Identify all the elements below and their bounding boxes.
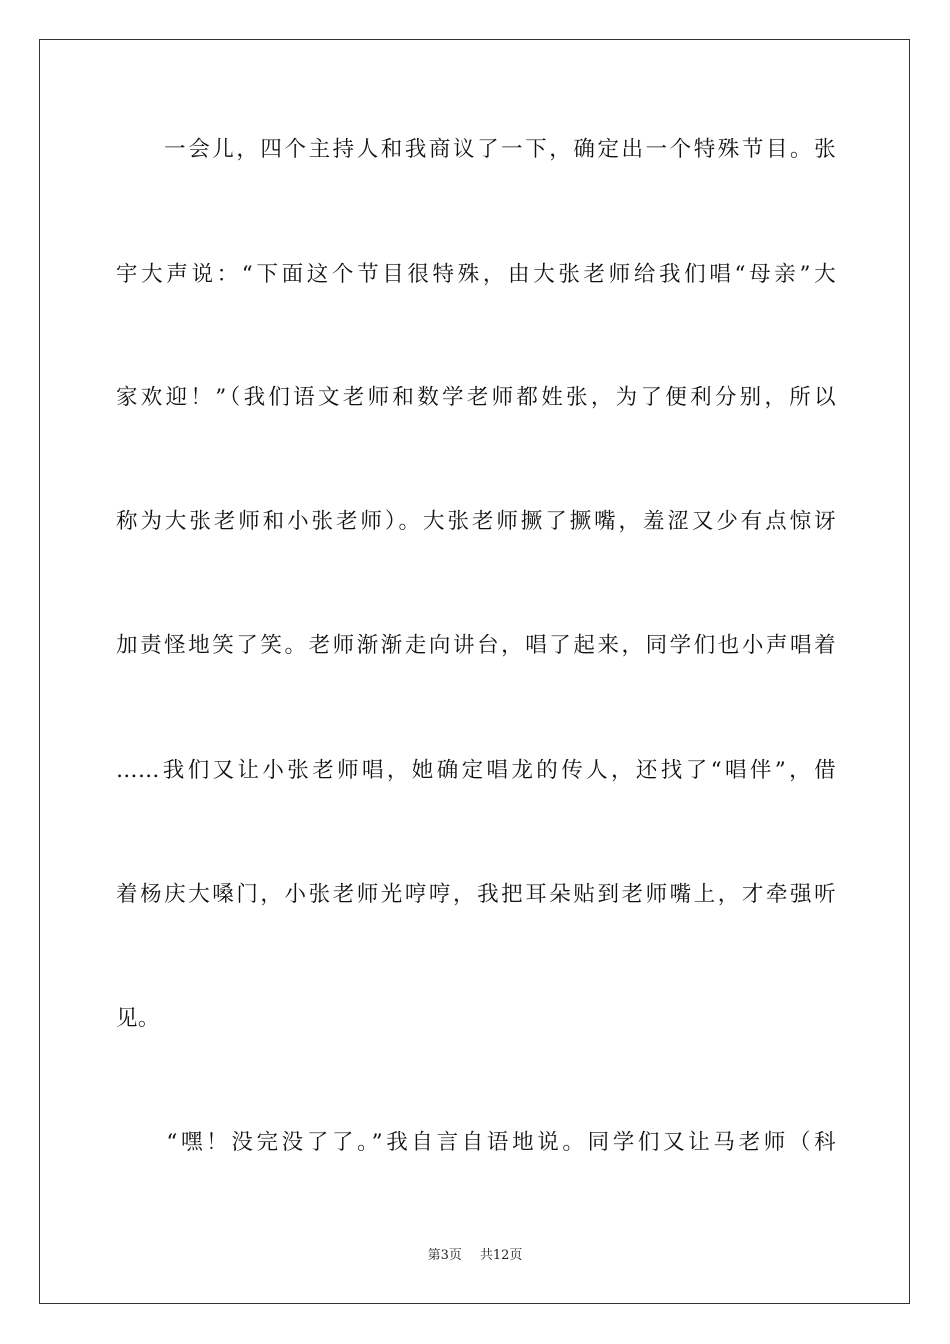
paragraph-line: 一会儿，四个主持人和我商议了一下，确定出一个特殊节目。张	[116, 137, 836, 162]
paragraph-line: 加责怪地笑了笑。老师渐渐走向讲台，唱了起来，同学们也小声唱着	[116, 633, 836, 658]
page-border	[39, 39, 910, 1304]
paragraph-line: 见。	[116, 1006, 160, 1031]
page-footer	[0, 1247, 950, 1265]
paragraph-line: 宇大声说：“下面这个节目很特殊，由大张老师给我们唱“母亲”大	[116, 262, 836, 287]
page-number: 第3页	[427, 1248, 462, 1263]
paragraph-line: “嘿！没完没了了。”我自言自语地说。同学们又让马老师（科	[116, 1130, 836, 1155]
page-total: 共12页	[479, 1248, 523, 1263]
paragraph-line: ……我们又让小张老师唱，她确定唱龙的传人，还找了“唱伴”，借	[116, 758, 836, 783]
paragraph-line: 着杨庆大嗓门，小张老师光哼哼，我把耳朵贴到老师嘴上，才牵强听	[116, 882, 836, 907]
paragraph-line: 家欢迎！”（我们语文老师和数学老师都姓张，为了便利分别，所以	[116, 385, 836, 410]
paragraph-line: 称为大张老师和小张老师）。大张老师撅了撅嘴，羞涩又少有点惊讶	[116, 509, 836, 534]
